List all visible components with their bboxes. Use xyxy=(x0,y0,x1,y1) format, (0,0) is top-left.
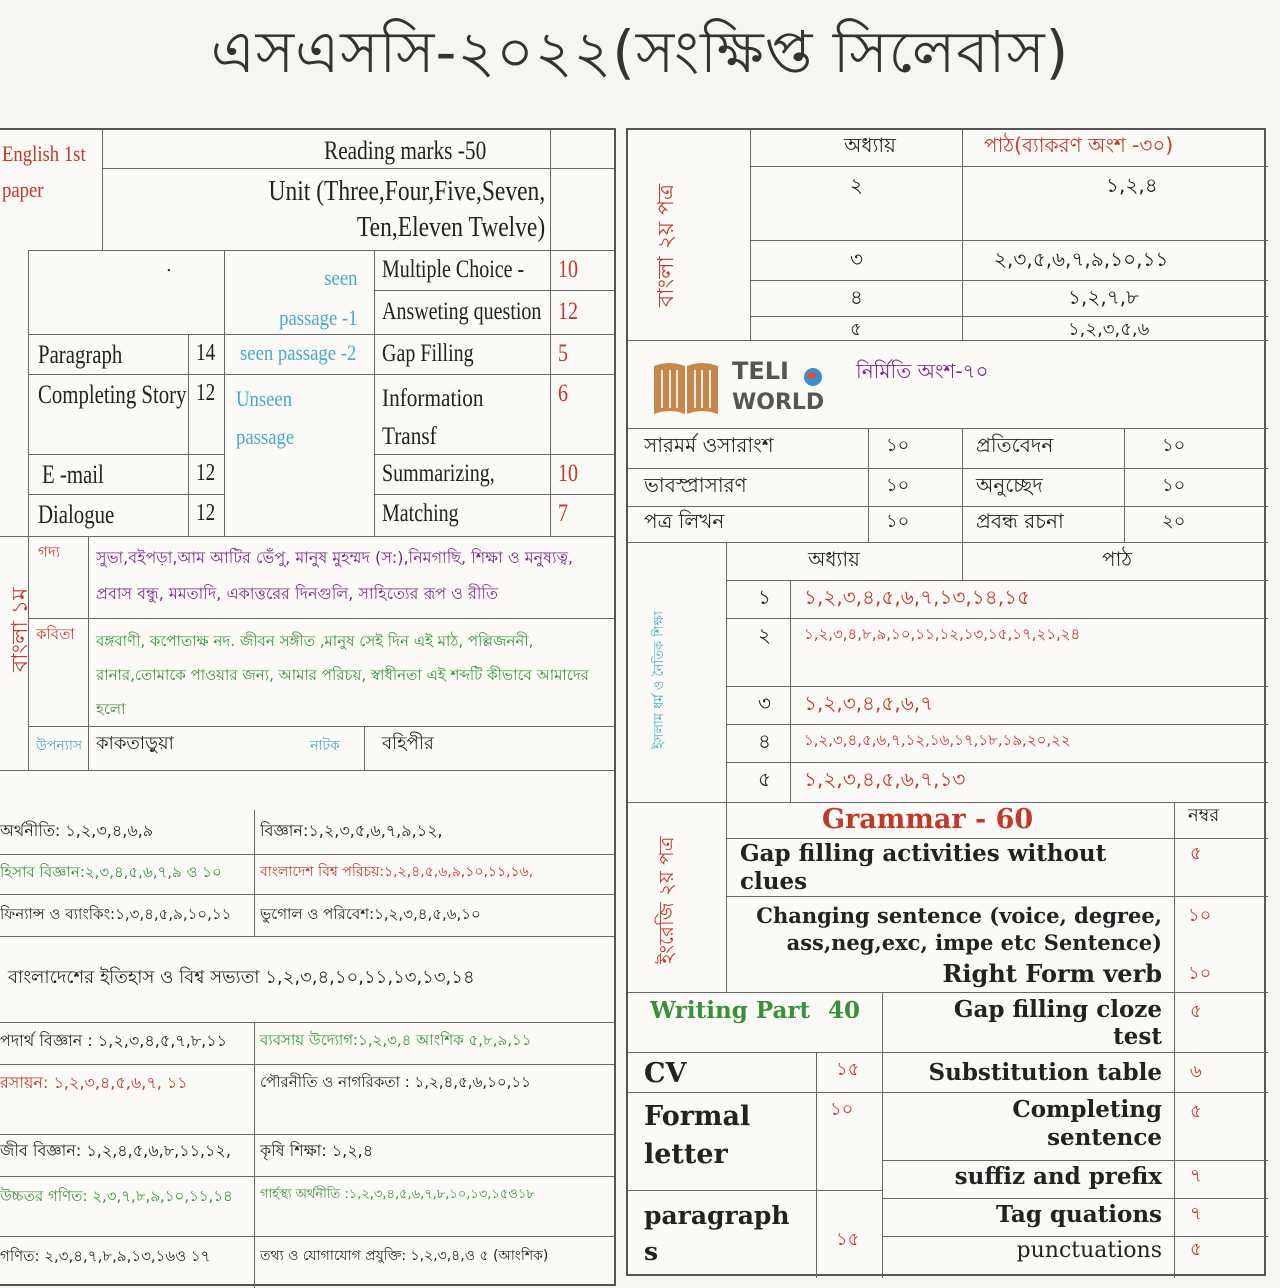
subject-12: কৃষি শিক্ষা: ১,২,৪ xyxy=(260,1141,374,1160)
novel-text: কাকতাড়ুয়া xyxy=(96,733,174,754)
prose-text: সুভা,বইপড়া,আম আটির ভেঁপু, মানুষ মুহম্মদ (স:),নিমগাছি, শিক্ষা ও মনুষ্যত্ব, প্রবাস বন্ধু, মমতাদি, একাত্তরের দিনগুলি, সাহিত্যের রূপ ও রীতি xyxy=(96,548,574,603)
subject-0: অর্থনীতি: ১,২,৩,৪,৬,৯ xyxy=(0,821,154,840)
grammar-item-0: Gap filling activities without clues xyxy=(740,840,1107,895)
english-2nd-label: ইংরেজি ২য় পত্র xyxy=(654,836,678,964)
subject-3: বাংলাদেশ বিশ্ব পরিচয়:১,২,৪,৫,৬,৯,১০,১১,১৬, xyxy=(260,864,534,880)
bangla2-col-lesson: পাঠ(ব্যাকরণ অংশ -৩০) xyxy=(984,133,1174,157)
page-title: এসএসসি-২০২২(সংক্ষিপ্ত সিলেবাস) xyxy=(210,18,1070,86)
grammar-mark-5: ৫ xyxy=(1190,1101,1202,1122)
w-mark-2: ১৫ xyxy=(836,1229,860,1250)
writing-mark-1: 12 xyxy=(196,380,216,406)
seen-passage-2: seen passage -2 xyxy=(240,340,357,365)
bangla2-col-chapter: অধ্যায় xyxy=(844,133,896,157)
bangla2-ls-3: ১,২,৩,৫,৬ xyxy=(1068,319,1150,340)
islam-col-lesson: পাঠ xyxy=(1102,547,1133,571)
subject-7: পদার্থ বিজ্ঞান : ১,২,৩,৪,৫,৭,৮,১১ xyxy=(0,1031,228,1050)
reading-mark-3: 6 xyxy=(558,380,568,407)
logo-top-text: TELI xyxy=(732,357,789,385)
islam-ch-0: ১ xyxy=(758,585,771,609)
subject-1: বিজ্ঞান:১,২,৩,৫,৬,৭,৯,১২, xyxy=(260,821,443,840)
grammar-item-3: Gap filling cloze test xyxy=(953,996,1162,1050)
bangla2-ch-3: ৫ xyxy=(850,319,862,340)
bangla2-ch-0: ২ xyxy=(850,173,864,197)
grammar-mark-6: ৭ xyxy=(1190,1165,1202,1186)
islam-ch-3: ৪ xyxy=(758,729,771,753)
writing-mark-2: 12 xyxy=(196,460,216,486)
subject-13: উচ্চতর গণিত: ২,৩,৭,৮,৯,১০,১১,১৪ xyxy=(0,1187,233,1205)
grammar-item-1: Changing sentence (voice, degree, ass,neg,exc, impe etc Sentence) xyxy=(756,903,1162,955)
islam-ls-3: ১,২,৩,৪,৫,৬,৭,১২,১৬,১৭,১৮,১৯,২০,২২ xyxy=(804,731,1071,749)
grammar-col-mark: নম্বর xyxy=(1188,805,1220,826)
writing-item-1: Completing Story xyxy=(38,380,187,409)
reading-item-1: Answeting question xyxy=(382,298,542,325)
grammar-mark-8: ৫ xyxy=(1190,1239,1202,1260)
grammar-mark-2: ১০ xyxy=(1188,963,1212,984)
subject-2: হিসাব বিজ্ঞান:২,৩,৪,৫,৬,৭,৯ ও ১০ xyxy=(0,863,222,881)
logo-bottom-text: WORLD xyxy=(732,390,825,415)
subject-6: বাংলাদেশের ইতিহাস ও বিশ্ব সভ্যতা ১,২,৩,৪,১০,১১,১৩,১৩,১৪ xyxy=(8,967,475,988)
prose-label: গদ্য xyxy=(38,543,61,561)
writing-part-heading: Writing Part xyxy=(650,997,811,1024)
reading-mark-0: 10 xyxy=(558,256,578,283)
grammar-item-4: Substitution table xyxy=(928,1059,1162,1086)
reading-item-0: Multiple Choice - xyxy=(382,256,525,283)
left-panel xyxy=(0,128,616,1286)
book-logo-icon xyxy=(650,358,722,418)
bangla2-ls-2: ১,২,৭,৮ xyxy=(1068,285,1140,309)
islam-col-chapter: অধ্যায় xyxy=(808,547,860,571)
w-item-1: Formal letter xyxy=(644,1101,751,1170)
reading-item-5: Matching xyxy=(382,500,459,527)
nir-bm-2: ২০ xyxy=(1162,511,1186,532)
grammar-item-6: suffiz and prefix xyxy=(954,1163,1162,1190)
drama-label: নাটক xyxy=(310,738,340,754)
bangla-2nd-label: বাংলা ২য় পত্র xyxy=(654,183,679,307)
reading-item-4: Summarizing, xyxy=(382,460,495,487)
islam-ch-1: ২ xyxy=(758,623,772,647)
subject-8: ব্যবসায় উদ্যোগ:১,২,৩,৪ আংশিক ৫,৮,৯,১১ xyxy=(260,1031,532,1049)
w-item-2: paragraph s xyxy=(644,1201,790,1266)
islam-label: ইসলাম ধর্ম ও নৈতিক শিক্ষা xyxy=(652,611,667,749)
nir-b-0: প্রতিবেদন xyxy=(976,433,1054,457)
subject-15: গণিত: ২,৩,৪,৭,৮,৯,১৩,১৬ও ১৭ xyxy=(0,1247,211,1265)
grammar-mark-3: ৫ xyxy=(1190,1001,1202,1022)
nir-b-1: অনুচ্ছেদ xyxy=(976,473,1043,497)
subject-14: গার্হস্থ্য অর্থনীতি :১,২,৩,৪,৫,৬,৭,৮,১০,১৩,১৫ও১৮ xyxy=(260,1187,535,1202)
nir-a-2: পত্র লিখন xyxy=(644,509,725,533)
nir-a-1: ভাবস্প্রাসারণ xyxy=(644,473,747,497)
grammar-item-7: Tag quations xyxy=(996,1201,1162,1228)
subject-10: পৌরনীতি ও নাগরিকতা : ১,২,৪,৫,৬,১০,১১ xyxy=(260,1073,531,1091)
nirmiti-label: নির্মিতি অংশ-৭০ xyxy=(856,359,989,383)
nir-bm-0: ১০ xyxy=(1162,435,1186,456)
grammar-heading: Grammar - 60 xyxy=(822,804,1034,835)
globe-icon xyxy=(802,366,824,388)
bangla2-ls-0: ১,২,৪ xyxy=(1106,173,1158,197)
islam-ch-4: ৫ xyxy=(758,767,771,791)
poem-label: কবিতা xyxy=(36,625,75,643)
islam-ls-4: ১,২,৩,৪,৫,৬,৭,১৩ xyxy=(804,767,966,791)
bangla2-ch-1: ৩ xyxy=(850,247,864,271)
nir-a-0: সারমর্ম ওসারাংশ xyxy=(644,433,774,457)
nir-am-0: ১০ xyxy=(886,435,910,456)
w-mark-0: ১৫ xyxy=(836,1059,860,1080)
subject-11: জীব বিজ্ঞান: ১,২,৪,৫,৬,৮,১১,১২, xyxy=(0,1141,231,1160)
reading-mark-2: 5 xyxy=(558,340,568,367)
grammar-item-5: Completing sentence xyxy=(1012,1096,1162,1151)
reading-item-3: Information Transf xyxy=(382,385,484,450)
reading-mark-1: 12 xyxy=(558,298,578,325)
writing-item-0: Paragraph xyxy=(38,340,123,369)
nir-bm-1: ১০ xyxy=(1162,475,1186,496)
subject-5: ভুগোল ও পরিবেশ:১,২,৩,৪,৫,৬,১০ xyxy=(260,905,481,923)
seen-passage-1: seen passage -1 xyxy=(279,265,358,330)
islam-ls-0: ১,২,৩,৪,৫,৬,৭,১৩,১৪,১৫ xyxy=(804,585,1031,609)
bangla2-ch-2: ৪ xyxy=(850,285,863,309)
bangla-1st-label: বাংলা ১ম xyxy=(8,587,33,673)
w-item-0: CV xyxy=(644,1058,687,1089)
islam-ch-2: ৩ xyxy=(758,691,772,715)
grammar-item-8: punctuations xyxy=(1016,1238,1162,1263)
poem-text: বঙ্গবাণী, কপোতাক্ষ নদ. জীবন সঙ্গীত ,মানুষ সেই দিন এই মাঠ, পল্লিজননী, রানার,তোমাকে পাওয়ার জন্য, আমার পরিচয়, স্বাধীনতা এই শব্দটি কীভাবে আমাদের হলো xyxy=(96,632,589,718)
reading-mark-4: 10 xyxy=(558,460,578,487)
right-panel xyxy=(626,128,1266,1276)
writing-part-mark: 40 xyxy=(828,997,861,1024)
dot-mark: . xyxy=(166,255,172,276)
subject-16: তথ্য ও যোগাযোগ প্রযুক্তি: ১,২,৩,৪,ও ৫ (আংশিক) xyxy=(260,1248,549,1264)
w-mark-1: ১০ xyxy=(830,1099,854,1120)
english-1st-paper-label: English 1st paper xyxy=(2,141,86,202)
grammar-mark-1: ১০ xyxy=(1188,905,1212,926)
reading-marks: Reading marks -50 xyxy=(324,136,487,165)
writing-item-2: E -mail xyxy=(42,460,104,489)
bangla2-ls-1: ২,৩,৫,৬,৭,৯,১০,১১ xyxy=(994,247,1169,271)
subject-4: ফিন্যান্স ও ব্যাংকিং:১,৩,৪,৫,৯,১০,১১ xyxy=(0,905,232,923)
grammar-mark-0: ৫ xyxy=(1190,843,1202,864)
writing-mark-3: 12 xyxy=(196,500,216,526)
reading-mark-5: 7 xyxy=(558,500,568,527)
nir-b-2: প্রবন্ধ রচনা xyxy=(976,509,1064,533)
grammar-item-2: Right Form verb xyxy=(942,959,1162,988)
unit-list: Unit (Three,Four,Five,Seven, Ten,Eleven Twelve) xyxy=(268,176,546,243)
grammar-mark-7: ৭ xyxy=(1190,1203,1202,1224)
nir-am-1: ১০ xyxy=(886,475,910,496)
islam-ls-2: ১,২,৩,৪,৫,৬,৭ xyxy=(804,691,934,715)
nir-am-2: ১০ xyxy=(886,511,910,532)
unseen-passage: Unseen passage xyxy=(236,386,295,449)
islam-ls-1: ১,২,৩,৪,৮,৯,১০,১১,১২,১৩,১৫,১৭,২১,২৪ xyxy=(804,625,1081,643)
writing-item-3: Dialogue xyxy=(38,500,115,529)
novel-label: উপন্যাস xyxy=(36,738,83,754)
drama-text: বহিপীর xyxy=(382,733,434,754)
writing-mark-0: 14 xyxy=(196,340,216,366)
grammar-mark-4: ৬ xyxy=(1190,1061,1202,1082)
reading-item-2: Gap Filling xyxy=(382,340,474,367)
subject-9: রসায়ন: ১,২,৩,৪,৫,৬,৭, ১১ xyxy=(0,1073,188,1092)
